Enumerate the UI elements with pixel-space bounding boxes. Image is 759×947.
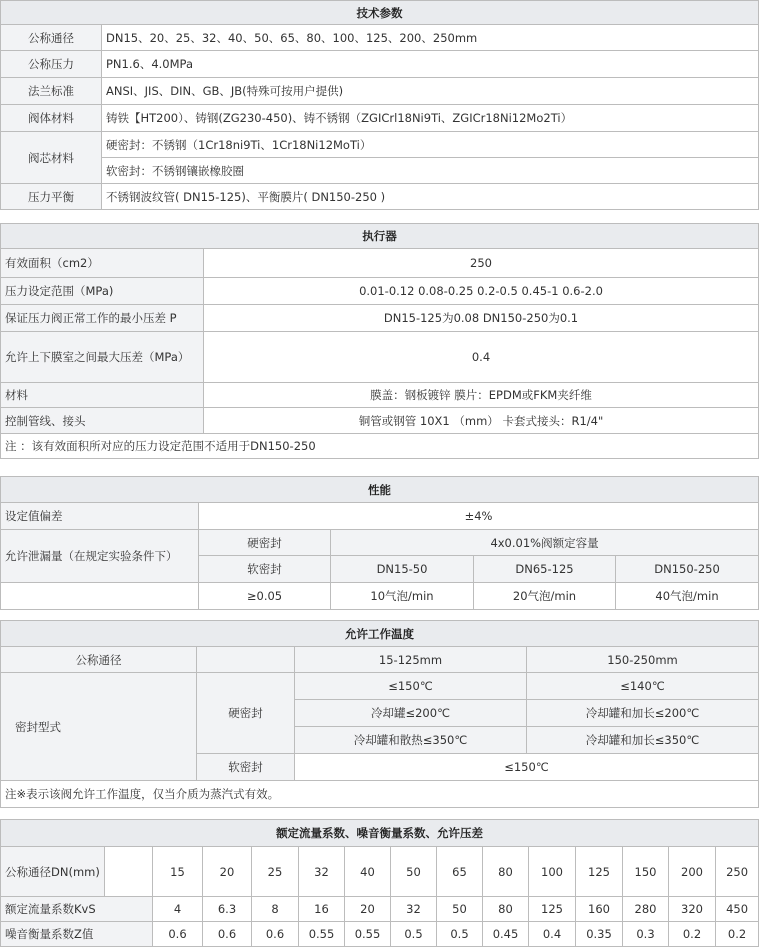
max-diff-pressure-value: 0.4 (204, 332, 759, 383)
temp-soft-value: ≤150℃ (295, 754, 759, 781)
core-material-soft: 软密封：不锈钢镶嵌橡胶圈 (102, 158, 759, 184)
flow-dn-value: 20 (203, 847, 252, 897)
flow-z-value: 0.6 (153, 922, 203, 947)
temp-soft-label: 软密封 (197, 754, 295, 781)
flow-z-value: 0.35 (576, 922, 623, 947)
flow-kvs-value: 320 (669, 897, 716, 922)
temp-hard-value: ≤150℃ (295, 673, 527, 700)
flow-dn-value: 15 (153, 847, 203, 897)
flow-z-label: 噪音衡量系数Z值 (1, 922, 153, 947)
flow-z-value: 0.4 (529, 922, 576, 947)
pressure-range-value: 0.01-0.12 0.08-0.25 0.2-0.5 0.45-1 0.6-2.0 (204, 278, 759, 305)
flow-dn-value: 40 (345, 847, 391, 897)
flow-dn-label: 公称通径DN(mm) (1, 847, 105, 897)
temperature-table (0, 620, 759, 808)
temp-empty-cell (197, 647, 295, 673)
nominal-pressure-label: 公称压力 (1, 51, 102, 78)
nominal-pressure-value: PN1.6、4.0MPa (102, 51, 759, 78)
temp-range-b: 150-250mm (527, 647, 759, 673)
flow-dn-value: 50 (391, 847, 437, 897)
flow-kvs-value: 20 (345, 897, 391, 922)
max-diff-pressure-label: 允许上下膜室之间最大压差（MPa） (1, 332, 204, 383)
min-diff-pressure-label: 保证压力阀正常工作的最小压差 P (1, 305, 204, 332)
temp-hard-value: 冷却罐和散热≤350℃ (295, 727, 527, 754)
core-material-label: 阀芯材料 (1, 132, 102, 184)
control-line-value: 铜管或钢管 10X1 （mm） 卡套式接头：R1/4" (204, 408, 759, 434)
leak-empty-cell (1, 583, 199, 610)
flow-title: 额定流量系数、噪音衡量系数、允许压差 (1, 820, 759, 847)
flow-kvs-value: 80 (483, 897, 529, 922)
temp-hard-value: 冷却罐≤200℃ (295, 700, 527, 727)
flow-kvs-value: 8 (252, 897, 299, 922)
flow-dn-value: 250 (716, 847, 759, 897)
leak-dn-header: DN65-125 (474, 556, 616, 583)
flow-kvs-value: 16 (299, 897, 345, 922)
setpoint-deviation-label: 设定值偏差 (1, 503, 199, 530)
pressure-balance-label: 压力平衡 (1, 184, 102, 210)
flow-kvs-value: 6.3 (203, 897, 252, 922)
flow-kvs-value: 125 (529, 897, 576, 922)
flow-kvs-value: 450 (716, 897, 759, 922)
tech-params-table (0, 0, 759, 210)
flow-z-value: 0.45 (483, 922, 529, 947)
material-label: 材料 (1, 383, 204, 408)
flow-z-value: 0.55 (299, 922, 345, 947)
flow-kvs-value: 280 (623, 897, 669, 922)
temp-range-a: 15-125mm (295, 647, 527, 673)
body-material-label: 阀体材料 (1, 105, 102, 132)
pressure-balance-value: 不锈钢波纹管( DN15-125)、平衡膜片( DN150-250 ) (102, 184, 759, 210)
leak-hard-label: 硬密封 (199, 530, 331, 556)
leak-rate-value: 40气泡/min (616, 583, 759, 610)
leak-dn-header: DN150-250 (616, 556, 759, 583)
leak-soft-value: ≥0.05 (199, 583, 331, 610)
flow-kvs-value: 160 (576, 897, 623, 922)
flow-dn-value: 150 (623, 847, 669, 897)
flow-z-value: 0.2 (669, 922, 716, 947)
min-diff-pressure-value: DN15-125为0.08 DN150-250为0.1 (204, 305, 759, 332)
leak-rate-value: 20气泡/min (474, 583, 616, 610)
performance-title: 性能 (1, 477, 759, 503)
temp-hard-value: ≤140℃ (527, 673, 759, 700)
actuator-note: 注 ：该有效面积所对应的压力设定范围不适用于DN150-250 (1, 434, 759, 459)
flow-dn-value: 200 (669, 847, 716, 897)
flow-z-value: 0.6 (203, 922, 252, 947)
flow-z-value: 0.5 (391, 922, 437, 947)
temp-hard-value: 冷却罐和加长≤200℃ (527, 700, 759, 727)
leak-dn-header: DN15-50 (331, 556, 474, 583)
flow-kvs-label: 额定流量系数KvS (1, 897, 153, 922)
flow-z-value: 0.3 (623, 922, 669, 947)
flow-kvs-value: 32 (391, 897, 437, 922)
actuator-title: 执行器 (1, 224, 759, 249)
tech-params-title: 技术参数 (1, 1, 759, 25)
temp-hard-label: 硬密封 (197, 673, 295, 754)
pressure-range-label: 压力设定范围（MPa) (1, 278, 204, 305)
effective-area-value: 250 (204, 249, 759, 278)
material-value: 膜盖：钢板镀锌 膜片：EPDM或FKM夹纤维 (204, 383, 759, 408)
performance-table (0, 476, 759, 610)
leak-soft-label: 软密封 (199, 556, 331, 583)
flow-empty-cell (105, 847, 153, 897)
core-material-hard: 硬密封：不锈钢（1Cr18ni9Ti、1Cr18Ni12MoTi） (102, 132, 759, 158)
nominal-diameter-value: DN15、20、25、32、40、50、65、80、100、125、200、250mm (102, 25, 759, 51)
flow-dn-value: 100 (529, 847, 576, 897)
effective-area-label: 有效面积（cm2） (1, 249, 204, 278)
control-line-label: 控制管线、接头 (1, 408, 204, 434)
leakage-label: 允许泄漏量（在规定实验条件下） (1, 530, 199, 583)
temperature-note: 注※表示该阀允许工作温度，仅当介质为蒸汽式有效。 (1, 781, 759, 808)
flange-standard-label: 法兰标准 (1, 78, 102, 105)
nominal-diameter-label: 公称通径 (1, 25, 102, 51)
temperature-title: 允许工作温度 (1, 621, 759, 647)
flow-dn-value: 25 (252, 847, 299, 897)
leak-hard-value: 4x0.01%阀额定容量 (331, 530, 759, 556)
flow-dn-value: 80 (483, 847, 529, 897)
flange-standard-value: ANSI、JIS、DIN、GB、JB(特殊可按用户提供) (102, 78, 759, 105)
flow-kvs-value: 50 (437, 897, 483, 922)
setpoint-deviation-value: ±4% (199, 503, 759, 530)
seal-type-label: 密封型式 (1, 673, 197, 781)
leak-rate-value: 10气泡/min (331, 583, 474, 610)
flow-dn-value: 65 (437, 847, 483, 897)
actuator-table (0, 223, 759, 459)
flow-dn-value: 125 (576, 847, 623, 897)
flow-kvs-value: 4 (153, 897, 203, 922)
body-material-value: 铸铁【HT200）、铸钢(ZG230-450)、铸不锈钢（ZGICrl18Ni9Ti、ZGICr18Ni12Mo2Ti） (102, 105, 759, 132)
flow-z-value: 0.2 (716, 922, 759, 947)
flow-z-value: 0.6 (252, 922, 299, 947)
temp-hard-value: 冷却罐和加长≤350℃ (527, 727, 759, 754)
flow-coefficient-table (0, 819, 759, 947)
temp-dn-label: 公称通径 (1, 647, 197, 673)
flow-z-value: 0.55 (345, 922, 391, 947)
flow-dn-value: 32 (299, 847, 345, 897)
flow-z-value: 0.5 (437, 922, 483, 947)
